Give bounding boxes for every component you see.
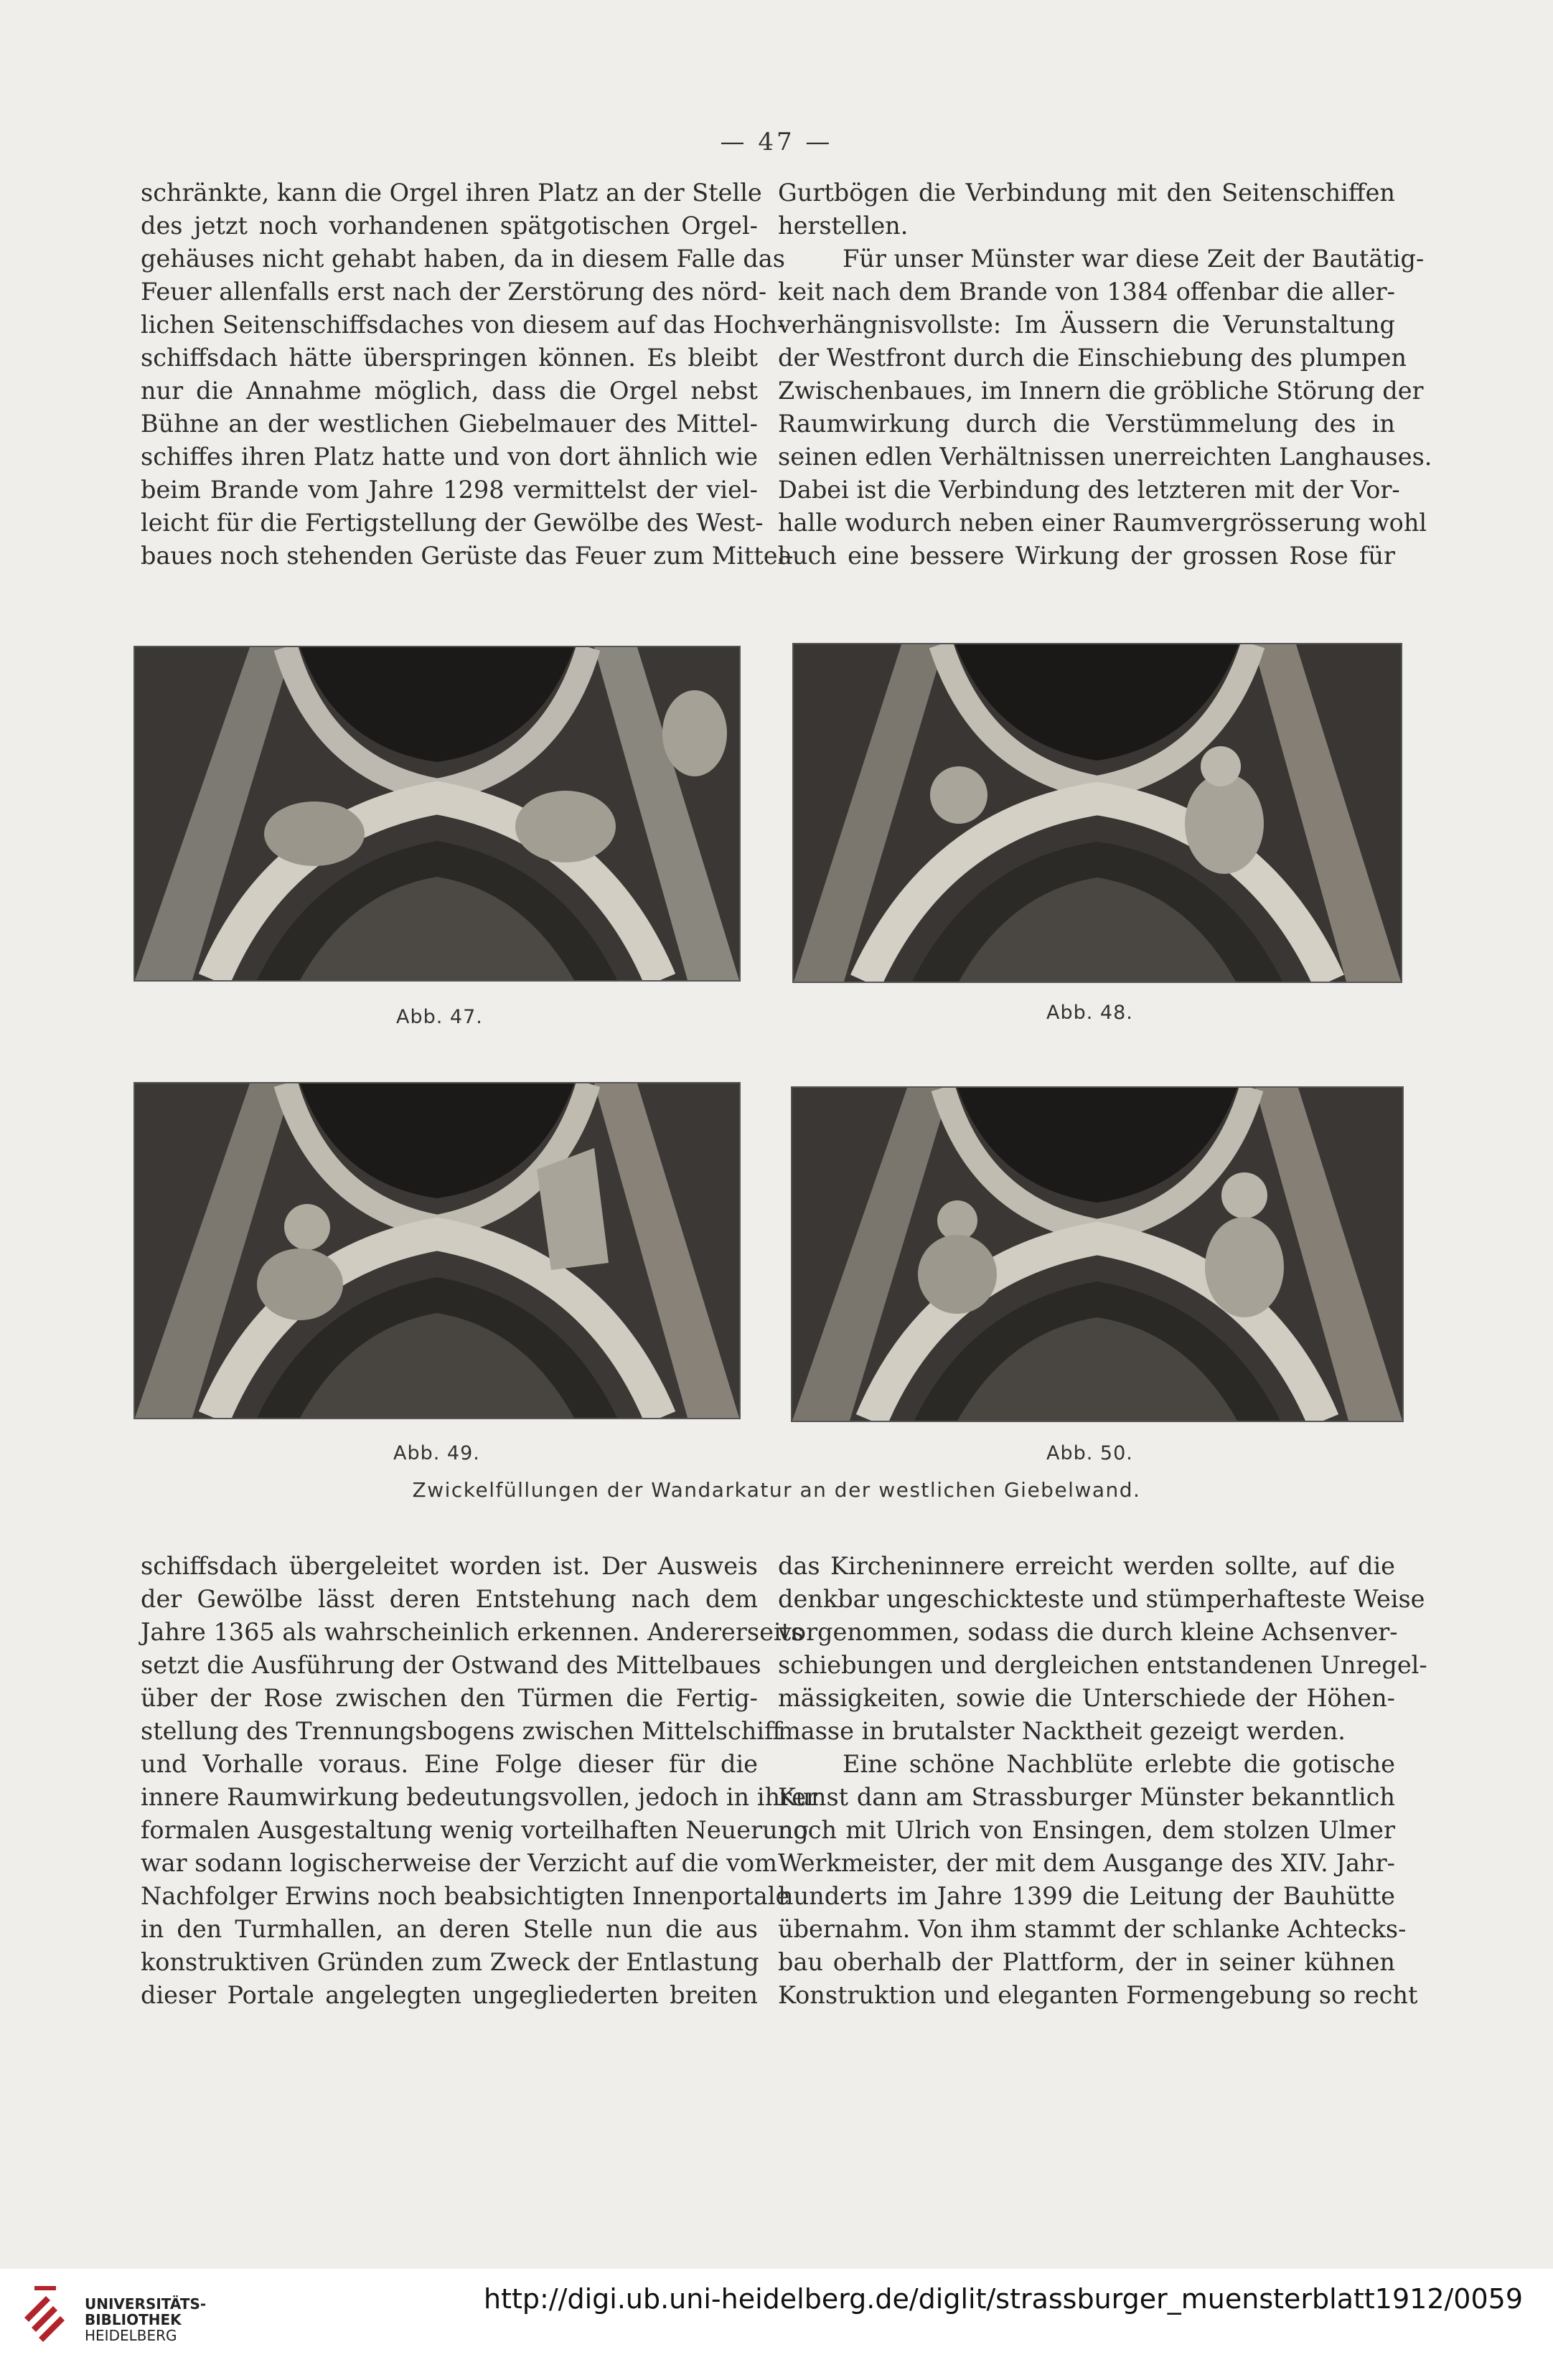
footer-bar (0, 2269, 1553, 2380)
text-line: auch eine bessere Wirkung der grossen Rose für (778, 542, 1395, 570)
figure-48-image (792, 643, 1402, 983)
text-line: schiffsdach übergeleitet worden ist. Der Ausweis (141, 1552, 758, 1580)
text-line: baues noch stehenden Gerüste das Feuer zum Mittel- (141, 542, 794, 570)
logo-line: UNIVERSITÄTS- (85, 2295, 207, 2313)
text-line: Raumwirkung durch die Verstümmelung des in (778, 410, 1395, 438)
text-line: denkbar ungeschickteste und stümperhafteste Weise (778, 1585, 1425, 1613)
text-line: bau oberhalb der Plattform, der in seiner kühnen (778, 1948, 1395, 1976)
text-line: verhängnisvollste: Im Äussern die Verunstaltung (778, 311, 1395, 339)
text-line: vorgenommen, sodass die durch kleine Achsenver- (778, 1618, 1398, 1646)
text-line: Für unser Münster war diese Zeit der Bautätig- (843, 245, 1425, 273)
text-line: der Westfront durch die Einschiebung des plumpen (778, 344, 1407, 372)
text-line: masse in brutalster Nacktheit gezeigt werden. (778, 1717, 1346, 1745)
text-line: und Vorhalle voraus. Eine Folge dieser für die (141, 1750, 758, 1778)
page-number: — 47 — (720, 128, 833, 156)
text-line: konstruktiven Gründen zum Zweck der Entlastung (141, 1948, 759, 1976)
text-line: des jetzt noch vorhandenen spätgotischen Orgel- (141, 212, 758, 240)
text-line: schiebungen und dergleichen entstandenen Unregel- (778, 1651, 1427, 1679)
text-line: schiffes ihren Platz hatte und von dort ähnlich wie (141, 443, 758, 471)
text-column-bottom-right (778, 1550, 1427, 2012)
text-line: keit nach dem Brande von 1384 offenbar die aller- (778, 278, 1395, 306)
text-line: schränkte, kann die Orgel ihren Platz an der Stelle (141, 179, 762, 207)
logo-line: HEIDELBERG (85, 2327, 177, 2344)
text-line: halle wodurch neben einer Raumvergrösserung wohl (778, 509, 1427, 537)
text-line: Kunst dann am Strassburger Münster bekanntlich (778, 1783, 1395, 1811)
figures-caption: Zwickelfüllungen der Wandarkatur an der westlichen Giebelwand. (412, 1478, 1141, 1502)
library-logo-text (85, 2296, 206, 2343)
text-column-bottom-left (141, 1550, 817, 2012)
text-line: schiffsdach hätte überspringen können. Es bleibt (141, 344, 758, 372)
figure-47-image (133, 646, 741, 982)
text-line: übernahm. Von ihm stammt der schlanke Achtecks- (778, 1915, 1407, 1943)
text-line: in den Turmhallen, an deren Stelle nun die aus (141, 1915, 758, 1943)
text-line: herstellen. (778, 212, 909, 240)
figure-50-caption: Abb. 50. (1046, 1442, 1133, 1464)
logo-line: BIBLIOTHEK (85, 2311, 182, 2328)
text-line: hunderts im Jahre 1399 die Leitung der Bauhütte (778, 1882, 1395, 1910)
text-line: leicht für die Fertigstellung der Gewölbe des West- (141, 509, 764, 537)
text-line: noch mit Ulrich von Ensingen, dem stolzen Ulmer (778, 1816, 1395, 1844)
figure-49-image (133, 1082, 741, 1419)
text-line: Konstruktion und eleganten Formengebung so recht (778, 1981, 1418, 2009)
text-line: setzt die Ausführung der Ostwand des Mittelbaues (141, 1651, 761, 1679)
text-line: Dabei ist die Verbindung des letzteren mit der Vor- (778, 476, 1400, 504)
text-column-top-left (141, 177, 794, 573)
text-line: Bühne an der westlichen Giebelmauer des Mittel- (141, 410, 758, 438)
library-logo-icon (20, 2283, 70, 2342)
text-line: war sodann logischerweise der Verzicht auf die vom (141, 1849, 777, 1877)
text-line: über der Rose zwischen den Türmen die Fertig- (141, 1684, 758, 1712)
text-line: stellung des Trennungsbogens zwischen Mittelschiff (141, 1717, 782, 1745)
text-line: mässigkeiten, sowie die Unterschiede der Höhen- (778, 1684, 1395, 1712)
text-line: Feuer allenfalls erst nach der Zerstörung des nörd- (141, 278, 767, 306)
text-line: beim Brande vom Jahre 1298 vermittelst der viel- (141, 476, 758, 504)
text-line: der Gewölbe lässt deren Entstehung nach dem (141, 1585, 758, 1613)
text-column-top-right (778, 177, 1432, 573)
source-url-link[interactable]: http://digi.ub.uni-heidelberg.de/diglit/strassburger_muensterblatt1912/0059 (484, 2283, 1523, 2315)
text-line: dieser Portale angelegten ungegliederten breiten (141, 1981, 758, 2009)
text-line: Zwischenbaues, im Innern die gröbliche Störung der (778, 377, 1424, 405)
text-line: Jahre 1365 als wahrscheinlich erkennen. Andererseits (141, 1618, 804, 1646)
figure-50-image (791, 1086, 1404, 1422)
text-line: Werkmeister, der mit dem Ausgange des XIV. Jahr- (778, 1849, 1395, 1877)
text-line: das Kircheninnere erreicht werden sollte, auf die (778, 1552, 1395, 1580)
text-line: Eine schöne Nachblüte erlebte die gotische (843, 1750, 1395, 1778)
text-line: gehäuses nicht gehabt haben, da in diesem Falle das (141, 245, 785, 273)
text-line: innere Raumwirkung bedeutungsvollen, jedoch in ihrer (141, 1783, 817, 1811)
text-line: lichen Seitenschiffsdaches von diesem auf das Hoch- (141, 311, 786, 339)
figure-47-caption: Abb. 47. (396, 1006, 483, 1028)
figure-49-caption: Abb. 49. (393, 1442, 480, 1464)
text-line: Nachfolger Erwins noch beabsichtigten Innenportale (141, 1882, 790, 1910)
text-line: Gurtbögen die Verbindung mit den Seitenschiffen (778, 179, 1395, 207)
figure-48-caption: Abb. 48. (1046, 1002, 1133, 1024)
text-line: seinen edlen Verhältnissen unerreichten Langhauses. (778, 443, 1432, 471)
text-line: formalen Ausgestaltung wenig vorteilhaften Neuerung (141, 1816, 809, 1844)
text-line: nur die Annahme möglich, dass die Orgel nebst (141, 377, 758, 405)
